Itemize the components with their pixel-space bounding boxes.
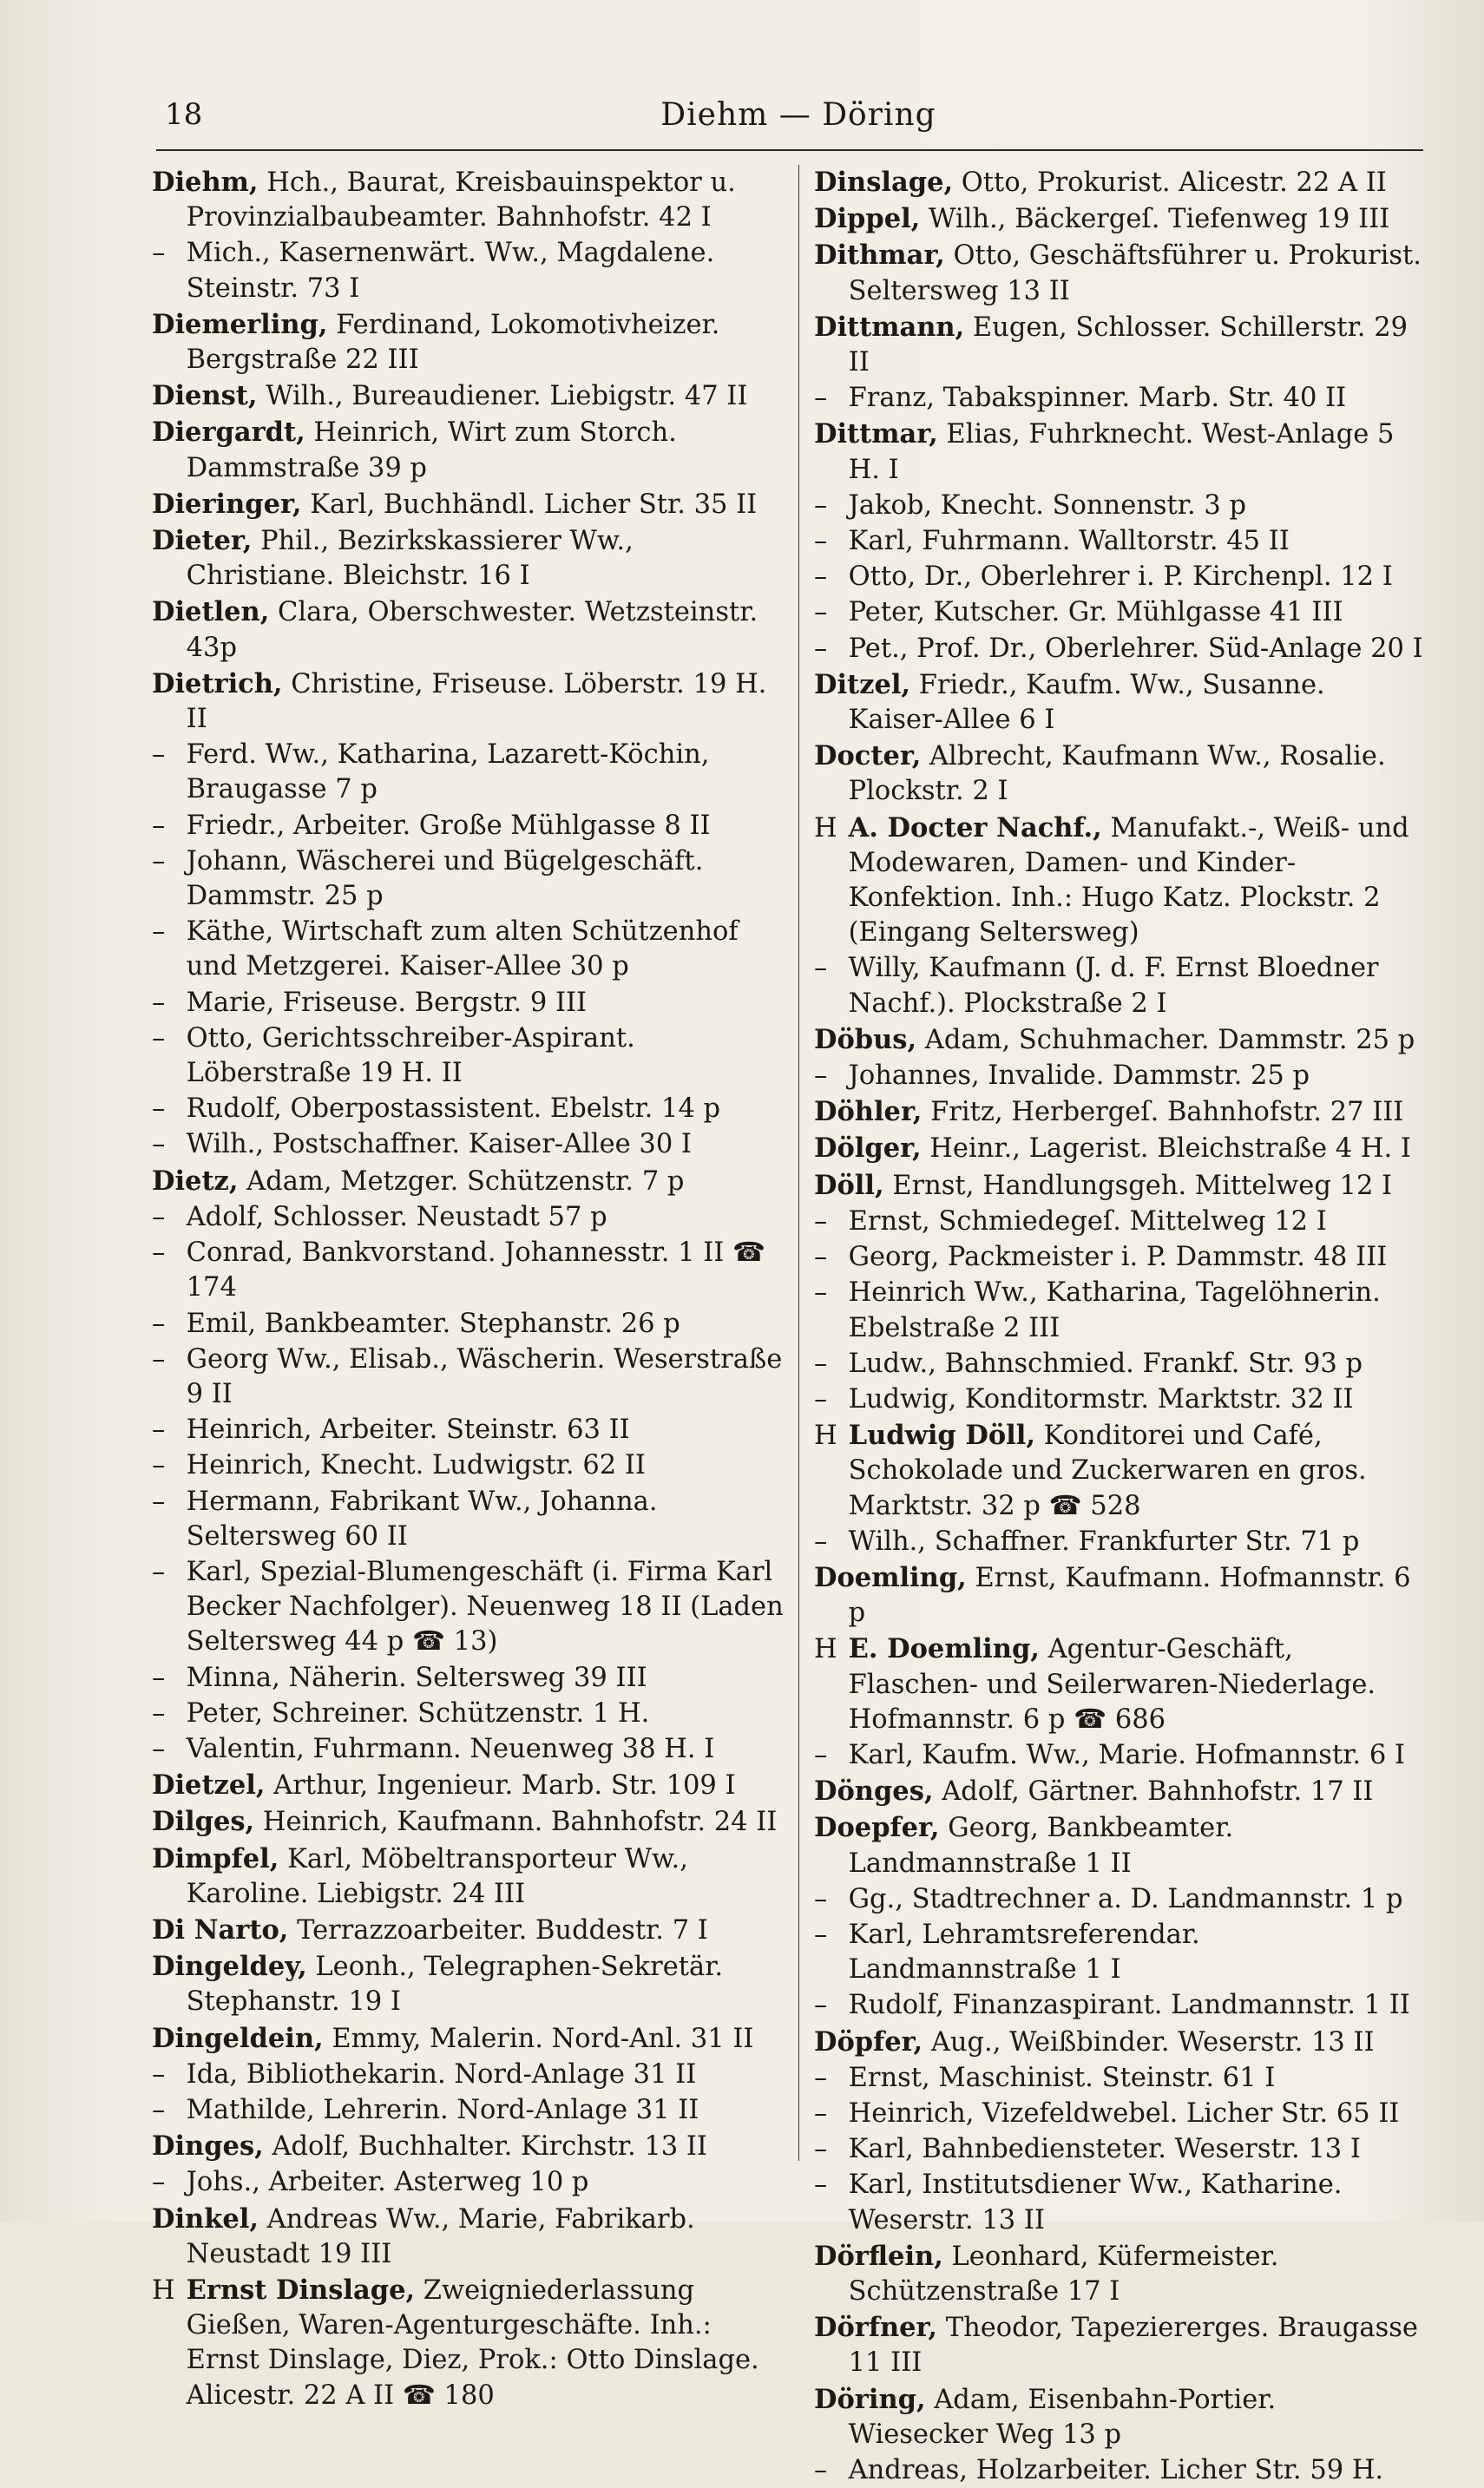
directory-entry — [152, 1413, 785, 1448]
ditto-dash: – — [814, 1919, 828, 1950]
directory-entry — [152, 1342, 785, 1412]
directory-entry — [814, 2453, 1423, 2488]
ditto-dash: – — [152, 916, 166, 948]
entry-details: Heinrich, Knecht. Ludwigstr. 62 II — [186, 1450, 646, 1481]
entry-surname: E. Doemling, — [848, 1633, 1040, 1665]
entry-surname: Dittmann, — [814, 311, 965, 343]
entry-details: Ludw., Bahnschmied. Frankf. Str. 93 p — [848, 1348, 1363, 1379]
entry-details: Andreas Ww., Marie, Fabrikarb. Neustadt 19 III — [186, 2203, 695, 2269]
ditto-dash: – — [152, 2094, 166, 2125]
entry-details: Adolf, Gärtner. Bahnhofstr. 17 II — [942, 1776, 1374, 1808]
directory-entry — [814, 489, 1423, 523]
directory-entry — [814, 1988, 1423, 2023]
directory-entry — [152, 2021, 785, 2057]
directory-entry — [814, 1525, 1423, 1559]
entry-details: Adam, Schuhmacher. Dammstr. 25 p — [924, 1024, 1415, 1055]
directory-entry — [152, 378, 785, 414]
directory-entry — [814, 1168, 1423, 1204]
page-header — [165, 97, 1432, 149]
entry-details: Ernst, Handlungsgeh. Mittelweg 12 I — [892, 1170, 1393, 1201]
ditto-dash: – — [152, 1022, 166, 1054]
ditto-dash: – — [814, 953, 828, 984]
entry-surname: Döll, — [814, 1169, 884, 1201]
directory-entry — [814, 1022, 1423, 1058]
entry-surname: Döhler, — [814, 1096, 923, 1128]
ditto-dash: – — [814, 1990, 828, 2021]
entry-details: Ernst, Kaufmann. Hofmannstr. 6 p — [848, 1562, 1411, 1629]
ditto-dash: – — [152, 1415, 166, 1446]
ditto-dash: – — [814, 1383, 828, 1415]
entry-surname: A. Docter Nachf., — [848, 811, 1102, 844]
directory-entry — [152, 1448, 785, 1483]
directory-entry — [152, 738, 785, 807]
entry-surname: Dittmar, — [814, 418, 938, 450]
entry-details: Theodor, Tapeziererges. Braugasse 11 III — [848, 2313, 1418, 2379]
ditto-dash: – — [152, 1486, 166, 1517]
directory-entry — [152, 1236, 785, 1305]
directory-entry — [152, 1307, 785, 1342]
left-column — [152, 165, 785, 2411]
directory-entry — [814, 2382, 1423, 2452]
entry-details: Wilh., Bureaudiener. Liebigstr. 47 II — [266, 381, 748, 412]
ditto-dash: – — [152, 1697, 166, 1729]
entry-surname: Dithmar, — [814, 240, 945, 272]
entry-details: Andreas, Holzarbeiter. Licher Str. 59 H. — [848, 2455, 1384, 2485]
entry-surname: Döbus, — [814, 1023, 917, 1055]
directory-entry — [814, 2239, 1423, 2309]
entry-details: Valentin, Fuhrmann. Neuenweg 38 H. I — [186, 1733, 715, 1764]
entry-surname: Dimpfel, — [152, 1842, 279, 1874]
ditto-dash: – — [814, 2134, 828, 2165]
directory-entry — [814, 2310, 1423, 2380]
directory-entry — [814, 381, 1423, 416]
directory-entry — [814, 595, 1423, 630]
entry-details: Karl, Kaufm. Ww., Marie. Hofmannstr. 6 I — [848, 1739, 1405, 1770]
ditto-dash: – — [152, 810, 166, 841]
entry-details: Johs., Arbeiter. Asterweg 10 p — [186, 2167, 589, 2198]
entry-details: Arthur, Ingenieur. Marb. Str. 109 I — [273, 1770, 736, 1802]
entry-surname: Dingeldein, — [152, 2022, 324, 2054]
directory-entry — [814, 2061, 1423, 2096]
directory-entry — [152, 2273, 785, 2413]
directory-entry — [814, 739, 1423, 809]
entry-details: Elias, Fuhrknecht. West-Anlage 5 H. I — [848, 419, 1395, 485]
directory-entry — [152, 1732, 785, 1767]
entry-details: Eugen, Schlosser. Schillerstr. 29 II — [848, 312, 1408, 378]
directory-entry — [152, 1021, 785, 1091]
ditto-dash: – — [152, 1343, 166, 1375]
ditto-dash: – — [152, 2058, 166, 2090]
ditto-dash: – — [152, 1201, 166, 1232]
right-column — [814, 165, 1423, 2485]
business-marker: H — [152, 2275, 175, 2306]
entry-surname: Dippel, — [814, 203, 921, 235]
ditto-dash: – — [814, 2455, 828, 2485]
directory-entry — [152, 986, 785, 1021]
ditto-dash: – — [814, 2170, 828, 2201]
ditto-dash: – — [814, 633, 828, 664]
ditto-dash: – — [152, 1556, 166, 1587]
directory-entry — [814, 201, 1423, 237]
entry-details: Hch., Baurat, Kreisbauinspektor u. Provinzialbaubeamter. Bahnhofstr. 42 I — [186, 167, 736, 233]
ditto-dash: – — [814, 1348, 828, 1379]
entry-details: Adolf, Buchhalter. Kirchstr. 13 II — [272, 2131, 707, 2163]
entry-surname: Dinges, — [152, 2130, 264, 2163]
directory-entry — [814, 632, 1423, 666]
directory-entry — [814, 560, 1423, 594]
directory-entry — [152, 666, 785, 737]
entry-details: Adam, Metzger. Schützenstr. 7 p — [246, 1165, 685, 1197]
entry-details: Ferdinand, Lokomotivheizer. Bergstraße 22 III — [186, 309, 720, 376]
entry-surname: Doepfer, — [814, 1812, 940, 1844]
entry-surname: Diehm, — [152, 167, 259, 198]
ditto-dash: – — [814, 1883, 828, 1914]
directory-entry — [814, 1059, 1423, 1093]
entry-surname: Di Narto, — [152, 1914, 289, 1946]
directory-entry — [814, 667, 1423, 738]
ditto-dash: – — [152, 238, 166, 269]
directory-entry — [152, 1555, 785, 1660]
directory-entry — [152, 487, 785, 522]
directory-entry — [152, 594, 785, 665]
directory-entry — [152, 1949, 785, 2019]
ditto-dash: – — [152, 2167, 166, 2198]
entry-surname: Dietlen, — [152, 596, 270, 628]
entry-surname: Dietrich, — [152, 667, 283, 699]
entry-details: Willy, Kaufmann (J. d. F. Ernst Bloedner Nachf.). Plockstraße 2 I — [848, 953, 1379, 1019]
directory-entry — [152, 1768, 785, 1803]
entry-details: Fritz, Herbergeſ. Bahnhofstr. 27 III — [930, 1097, 1404, 1128]
entry-surname: Ernst Dinslage, — [186, 2274, 416, 2306]
directory-entry — [152, 523, 785, 594]
directory-entry — [152, 1841, 785, 1912]
entry-details: Rudolf, Finanzaspirant. Landmannstr. 1 II — [848, 1990, 1410, 2021]
directory-entry — [814, 524, 1423, 559]
business-marker: H — [814, 1634, 837, 1665]
entry-details: Ernst, Schmiedegeſ. Mittelweg 12 I — [848, 1205, 1327, 1237]
entry-details: Johannes, Invalide. Dammstr. 25 p — [848, 1060, 1310, 1092]
entry-details: Peter, Kutscher. Gr. Mühlgasse 41 III — [848, 597, 1343, 628]
directory-entry — [152, 915, 785, 984]
directory-entry — [814, 1418, 1423, 1524]
entry-details: Heinrich Ww., Katharina, Tagelöhnerin. Ebelstraße 2 III — [848, 1277, 1381, 1343]
entry-details: Leonh., Telegraphen-Sekretär. Stephanstr. 19 I — [186, 1952, 724, 2018]
directory-entry — [152, 1164, 785, 1199]
entry-surname: Dinslage, — [814, 167, 954, 198]
running-title: Diehm — Döring — [660, 97, 936, 133]
entry-surname: Dieringer, — [152, 488, 302, 520]
entry-details: Terrazzoarbeiter. Buddestr. 7 I — [297, 1914, 708, 1946]
entry-details: Clara, Oberschwester. Wetzsteinstr. 43p — [186, 597, 758, 663]
business-marker: H — [814, 1421, 837, 1452]
entry-details: Adam, Eisenbahn-Portier. Wiesecker Weg 13 p — [848, 2384, 1277, 2450]
ditto-dash: – — [814, 561, 828, 593]
directory-entry — [152, 236, 785, 305]
entry-details: Emil, Bankbeamter. Stephanstr. 26 p — [186, 1308, 680, 1339]
directory-entry — [814, 1094, 1423, 1130]
directory-entry — [152, 2093, 785, 2128]
ditto-dash: – — [814, 1242, 828, 1273]
directory-entry — [152, 809, 785, 844]
entry-details: Heinr., Lagerist. Bleichstraße 4 H. I — [929, 1133, 1411, 1165]
ditto-dash: – — [152, 1308, 166, 1339]
entry-details: Adolf, Schlosser. Neustadt 57 p — [186, 1201, 607, 1232]
directory-entry — [814, 1631, 1423, 1737]
ditto-dash: – — [152, 1237, 166, 1269]
directory-entry — [814, 1738, 1423, 1773]
entry-details: Konditorei und Café, Schokolade und Zuckerwaren en gros. Marktstr. 32 p ☎ 528 — [848, 1421, 1367, 1521]
entry-surname: Diergardt, — [152, 417, 305, 449]
ditto-dash: – — [814, 597, 828, 628]
directory-entry — [814, 2168, 1423, 2237]
directory-entry — [814, 951, 1423, 1021]
entry-details: Karl, Spezial-Blumengeschäft (i. Firma Karl Becker Nachfolger). Neuenweg 18 II (Laden Seltersweg 44 p ☎ 13) — [186, 1556, 784, 1658]
ditto-dash: – — [152, 739, 166, 771]
entry-surname: Dörfner, — [814, 2312, 938, 2344]
entry-details: Rudolf, Oberpostassistent. Ebelstr. 14 p — [186, 1093, 721, 1125]
ditto-dash: – — [152, 1733, 166, 1764]
directory-entry — [152, 1913, 785, 1948]
entry-details: Pet., Prof. Dr., Oberlehrer. Süd-Anlage 20 I — [848, 633, 1423, 664]
entry-details: Ernst, Maschinist. Steinstr. 61 I — [848, 2062, 1276, 2093]
entry-details: Ida, Bibliothekarin. Nord-Anlage 31 II — [186, 2058, 697, 2090]
directory-entry — [152, 415, 785, 485]
entry-details: Wilh., Bäckergeſ. Tiefenweg 19 III — [929, 204, 1390, 235]
directory-entry — [152, 307, 785, 377]
directory-entry — [814, 1131, 1423, 1166]
ditto-dash: – — [152, 845, 166, 876]
header-rule — [156, 149, 1423, 151]
entry-details: Jakob, Knecht. Sonnenstr. 3 p — [848, 489, 1247, 521]
entry-details: Johann, Wäscherei und Bügelgeschäft. Dammstr. 25 p — [186, 845, 704, 912]
entry-details: Conrad, Bankvorstand. Johannesstr. 1 II ☎ 174 — [186, 1237, 766, 1303]
entry-surname: Dietz, — [152, 1165, 239, 1197]
directory-entry — [152, 1661, 785, 1696]
directory-entry — [814, 1276, 1423, 1345]
entry-surname: Dilges, — [152, 1806, 255, 1838]
entry-surname: Dörflein, — [814, 2240, 943, 2272]
directory-entry — [152, 2129, 785, 2164]
directory-entry — [814, 1347, 1423, 1382]
business-marker: H — [814, 812, 837, 844]
entry-details: Otto, Geschäftsführer u. Prokurist. Seltersweg 13 II — [848, 240, 1422, 306]
entry-details: Agentur-Geschäft, Flaschen- und Seilerwaren-Niederlage. Hofmannstr. 6 p ☎ 686 — [848, 1634, 1376, 1735]
directory-entry — [814, 1918, 1423, 1987]
entry-details: Otto, Dr., Oberlehrer i. P. Kirchenpl. 12 I — [848, 561, 1393, 593]
directory-entry — [814, 2132, 1423, 2167]
directory-entry — [814, 417, 1423, 487]
entry-details: Karl, Möbeltransporteur Ww., Karoline. Liebigstr. 24 III — [186, 1843, 688, 1909]
directory-entry — [152, 844, 785, 914]
ditto-dash: – — [152, 1450, 166, 1481]
entry-details: Heinrich, Wirt zum Storch. Dammstraße 39 p — [186, 417, 677, 483]
ditto-dash: – — [814, 1739, 828, 1770]
entry-details: Gg., Stadtrechner a. D. Landmannstr. 1 p — [848, 1883, 1403, 1914]
directory-entry — [814, 310, 1423, 380]
ditto-dash: – — [814, 2097, 828, 2129]
directory-entry — [152, 1092, 785, 1126]
entry-details: Friedr., Arbeiter. Große Mühlgasse 8 II — [186, 810, 711, 841]
entry-details: Heinrich, Kaufmann. Bahnhofstr. 24 II — [262, 1807, 778, 1838]
entry-surname: Dönges, — [814, 1776, 934, 1808]
entry-surname: Docter, — [814, 740, 922, 772]
directory-entry — [814, 1774, 1423, 1809]
entry-surname: Dölger, — [814, 1132, 922, 1165]
entry-details: Christine, Friseuse. Löberstr. 19 H. II — [186, 668, 767, 735]
directory-entry — [814, 1205, 1423, 1239]
directory-entry — [814, 1810, 1423, 1881]
ditto-dash: – — [814, 383, 828, 414]
page-number: 18 — [165, 97, 203, 132]
entry-details: Leonhard, Küfermeister. Schützenstraße 17 I — [848, 2241, 1279, 2307]
entry-details: Marie, Friseuse. Bergstr. 9 III — [186, 987, 588, 1018]
entry-details: Friedr., Kaufm. Ww., Susanne. Kaiser-Allee 6 I — [848, 669, 1325, 736]
entry-details: Ferd. Ww., Katharina, Lazarett-Köchin, Braugasse 7 p — [186, 739, 710, 805]
entry-surname: Döring, — [814, 2383, 926, 2415]
entry-details: Emmy, Malerin. Nord-Anl. 31 II — [332, 2023, 754, 2054]
ditto-dash: – — [814, 1205, 828, 1237]
entry-details: Georg, Packmeister i. P. Dammstr. 48 III — [848, 1242, 1388, 1273]
entry-surname: Dietzel, — [152, 1769, 266, 1802]
directory-entry — [152, 165, 785, 235]
directory-entry — [814, 811, 1423, 951]
directory-entry — [814, 2097, 1423, 2131]
directory-entry — [814, 1560, 1423, 1631]
ditto-dash: – — [814, 1277, 828, 1309]
entry-details: Heinrich, Vizefeldwebel. Licher Str. 65 II — [848, 2097, 1400, 2129]
ditto-dash: – — [152, 1093, 166, 1125]
ditto-dash: – — [152, 1129, 166, 1160]
entry-details: Mich., Kasernenwärt. Ww., Magdalene. Steinstr. 73 I — [186, 238, 715, 304]
directory-entry — [152, 1485, 785, 1554]
entry-details: Franz, Tabakspinner. Marb. Str. 40 II — [848, 383, 1347, 414]
entry-surname: Doemling, — [814, 1561, 967, 1593]
directory-entry — [152, 1200, 785, 1235]
directory-entry — [152, 2202, 785, 2272]
entry-details: Minna, Näherin. Seltersweg 39 III — [186, 1662, 647, 1693]
ditto-dash: – — [152, 987, 166, 1018]
entry-details: Wilh., Postschaffner. Kaiser-Allee 30 I — [186, 1129, 692, 1160]
entry-surname: Dingeldey, — [152, 1951, 307, 1983]
entry-details: Ludwig, Konditormstr. Marktstr. 32 II — [848, 1383, 1354, 1415]
directory-entry — [152, 1804, 785, 1840]
entry-surname: Ludwig Döll, — [848, 1420, 1035, 1452]
entry-details: Phil., Bezirkskassierer Ww., Christiane. Bleichstr. 16 I — [186, 526, 634, 592]
entry-details: Georg Ww., Elisab., Wäscherin. Weserstraße 9 II — [186, 1343, 783, 1409]
entry-surname: Ditzel, — [814, 668, 911, 700]
entry-details: Aug., Weißbinder. Weserstr. 13 II — [930, 2026, 1375, 2058]
ditto-dash: – — [814, 2062, 828, 2093]
directory-entry — [814, 2025, 1423, 2060]
directory-entry — [814, 165, 1423, 200]
entry-surname: Diemerling, — [152, 308, 328, 340]
directory-entry — [814, 238, 1423, 308]
entry-details: Karl, Bahnbediensteter. Weserstr. 13 I — [848, 2134, 1361, 2165]
ditto-dash: – — [152, 1662, 166, 1693]
entry-details: Peter, Schreiner. Schützenstr. 1 H. — [186, 1697, 650, 1729]
entry-details: Karl, Lehramtsreferendar. Landmannstraße 1 I — [848, 1919, 1200, 1986]
column-divider — [798, 165, 799, 2161]
entry-details: Heinrich, Arbeiter. Steinstr. 63 II — [186, 1415, 630, 1446]
directory-entry — [814, 1382, 1423, 1417]
directory-entry — [152, 1697, 785, 1731]
entry-details: Albrecht, Kaufmann Ww., Rosalie. Plockstr. 2 I — [848, 741, 1386, 807]
directory-entry — [814, 1882, 1423, 1917]
entry-details: Zweigniederlassung Gießen, Waren-Agenturgeschäfte. Inh.: Ernst Dinslage, Diez, Prok.: Otto Dinslage. Alicestr. 22 A II ☎ 180 — [186, 2275, 759, 2411]
directory-entry — [152, 2058, 785, 2092]
entry-details: Georg, Bankbeamter. Landmannstraße 1 II — [848, 1813, 1234, 1879]
entry-surname: Dieter, — [152, 525, 253, 557]
entry-details: Wilh., Schaffner. Frankfurter Str. 71 p — [848, 1526, 1360, 1557]
entry-details: Otto, Prokurist. Alicestr. 22 A II — [961, 167, 1387, 198]
entry-details: Hermann, Fabrikant Ww., Johanna. Seltersweg 60 II — [186, 1486, 658, 1552]
directory-entry — [152, 2165, 785, 2200]
entry-details: Karl, Fuhrmann. Walltorstr. 45 II — [848, 526, 1290, 557]
entry-surname: Dinkel, — [152, 2202, 259, 2235]
ditto-dash: – — [814, 1060, 828, 1092]
ditto-dash: – — [814, 526, 828, 557]
entry-details: Mathilde, Lehrerin. Nord-Anlage 31 II — [186, 2094, 699, 2125]
entry-surname: Döpfer, — [814, 2025, 923, 2058]
entry-details: Karl, Buchhändl. Licher Str. 35 II — [310, 489, 758, 520]
entry-details: Käthe, Wirtschaft zum alten Schützenhof und Metzgerei. Kaiser-Allee 30 p — [186, 916, 739, 982]
entry-details: Manufakt.-, Weiß- und Modewaren, Damen- und Kinder-Konfektion. Inh.: Hugo Katz. Plockstr. 2 (Eingang Seltersweg) — [848, 812, 1409, 949]
ditto-dash: – — [814, 1526, 828, 1557]
entry-details: Otto, Gerichtsschreiber-Aspirant. Löberstraße 19 H. II — [186, 1022, 635, 1089]
directory-entry — [814, 1240, 1423, 1275]
entry-surname: Dienst, — [152, 380, 258, 412]
directory-entry — [152, 1127, 785, 1162]
ditto-dash: – — [814, 489, 828, 521]
entry-details: Karl, Institutsdiener Ww., Katharine. Weserstr. 13 II — [848, 2170, 1343, 2235]
